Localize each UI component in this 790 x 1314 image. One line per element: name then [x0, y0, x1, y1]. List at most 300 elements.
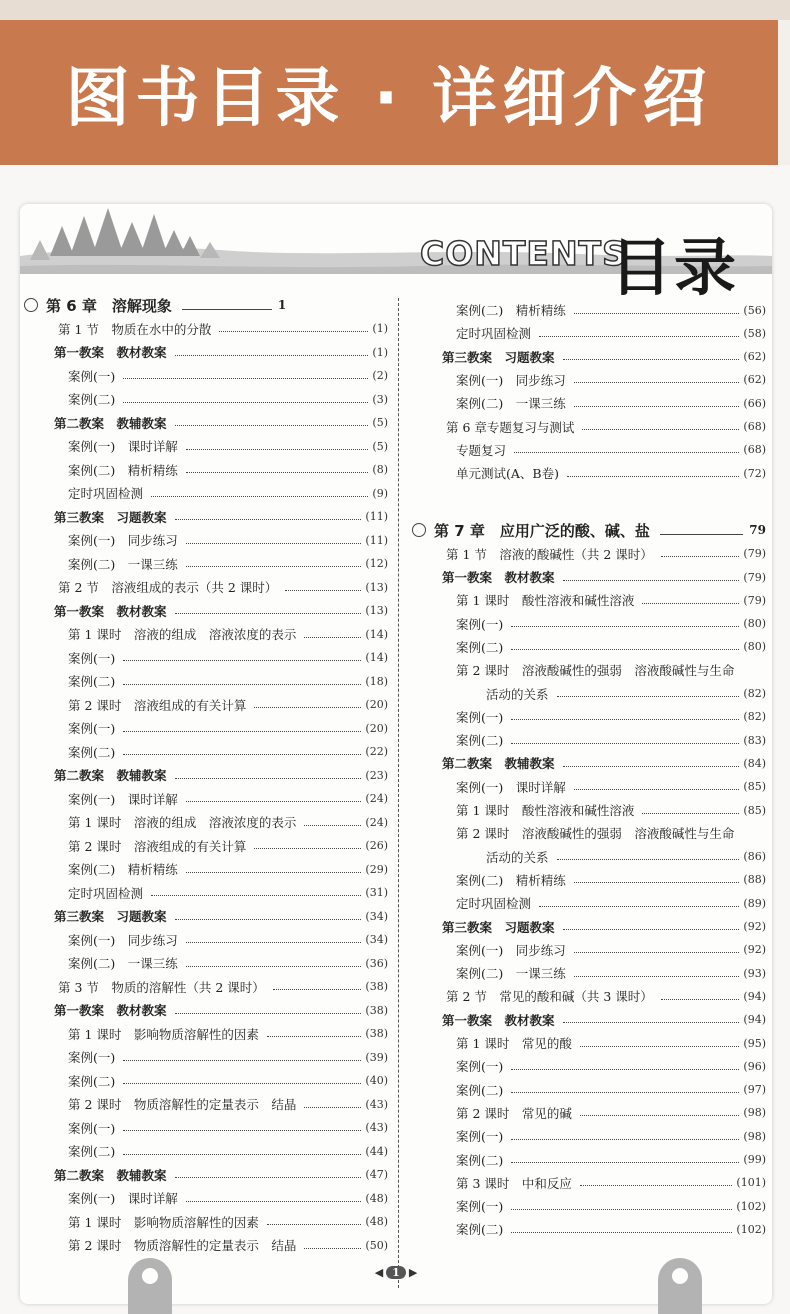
toc-entry	[412, 417, 766, 437]
toc-entry-label: 案例(二)	[68, 392, 116, 407]
toc-entry-label: 第 2 节 溶液组成的表示（共 2 课时）	[58, 580, 278, 595]
toc-entry-label: 案例(二)	[456, 733, 504, 749]
leader-line	[304, 1248, 361, 1249]
toc-entry-label: 单元测试(A、B卷)	[456, 466, 559, 482]
toc-entry-page: (14)	[365, 627, 388, 641]
leader-line	[580, 1185, 733, 1186]
toc-page	[20, 204, 772, 1304]
toc-entry-label: 案例(二)	[456, 1152, 504, 1168]
toc-entry	[412, 963, 766, 983]
leader-line	[186, 1201, 362, 1202]
toc-entry-page: (95)	[743, 1036, 766, 1050]
toc-entry	[24, 836, 388, 856]
toc-entry-label: 案例(一) 同步练习	[456, 372, 566, 388]
toc-entry-page: (84)	[743, 756, 766, 770]
leader-line	[175, 519, 362, 520]
toc-entry-page: (48)	[365, 1191, 388, 1205]
toc-entry-label: 第 1 课时 影响物质溶解性的因素	[68, 1026, 259, 1042]
leader-line	[186, 449, 369, 450]
toc-entry-page: (68)	[743, 420, 766, 433]
leader-line	[539, 336, 739, 337]
toc-entry	[24, 366, 388, 386]
leader-line	[642, 813, 739, 814]
toc-entry	[24, 695, 388, 715]
toc-entry-page: (12)	[365, 557, 388, 570]
leader-line	[580, 1115, 740, 1116]
toc-entry-page: (34)	[365, 933, 388, 946]
toc-entry-page: 1	[277, 298, 287, 312]
toc-entry	[24, 1235, 388, 1255]
contents-word: CONTENTS	[420, 234, 627, 273]
toc-entry-page: (92)	[743, 943, 766, 957]
toc-entry-label: 第二教案 教辅教案	[54, 768, 167, 783]
toc-entry-page: (82)	[743, 710, 766, 724]
toc-entry-page: (24)	[365, 792, 388, 805]
toc-entry-label: 案例(一)	[456, 1129, 504, 1145]
toc-entry-label: 第 1 课时 酸性溶液和碱性溶液	[456, 803, 635, 818]
toc-entry	[412, 917, 766, 937]
leader-line	[186, 966, 362, 967]
toc-entry-label: 第 1 课时 溶液的组成 溶液浓度的表示	[68, 627, 297, 642]
leader-line	[304, 1107, 361, 1108]
toc-entry	[24, 718, 388, 738]
toc-entry-page: (102)	[736, 1199, 766, 1213]
toc-entry-label: 第 6 章 溶解现象	[46, 296, 172, 315]
leader-line	[123, 1060, 361, 1061]
toc-entry-page: (44)	[365, 1144, 388, 1158]
toc-entry-page: (94)	[743, 1013, 766, 1027]
leader-line	[661, 556, 740, 557]
toc-entry	[412, 823, 766, 843]
toc-entry	[412, 1010, 766, 1030]
toc-entry-label: 案例(一)	[68, 1120, 116, 1136]
toc-entry-page: (36)	[365, 956, 388, 970]
toc-entry	[24, 1000, 388, 1020]
toc-entry-page: (68)	[743, 443, 766, 457]
toc-entry-label: 定时巩固检测	[68, 885, 144, 901]
leader-line	[574, 406, 740, 407]
toc-entry	[24, 1141, 388, 1161]
toc-entry-label: 第 7 章 应用广泛的酸、碱、盐	[434, 521, 650, 540]
toc-entry	[412, 544, 766, 564]
toc-entry-page: (85)	[743, 780, 766, 794]
toc-entry	[24, 1118, 388, 1138]
leader-line	[574, 313, 740, 314]
leader-line	[175, 613, 362, 614]
toc-entry-page: (62)	[743, 350, 766, 364]
toc-entry	[24, 1094, 388, 1114]
leader-line	[511, 1092, 739, 1093]
leader-line	[175, 1013, 362, 1014]
toc-entry-label: 第三教案 习题教案	[54, 509, 167, 525]
toc-entry-page: (66)	[743, 396, 766, 410]
leader-line	[511, 649, 739, 650]
toc-entry-page: (79)	[743, 593, 766, 607]
leader-line	[175, 425, 369, 426]
toc-entry-label: 第 2 课时 溶液组成的有关计算	[68, 838, 247, 854]
leader-line	[563, 580, 740, 581]
leader-line	[175, 778, 362, 779]
toc-entry	[24, 530, 388, 550]
toc-entry-label: 案例(二) 精析精练	[456, 872, 566, 888]
leader-line	[567, 476, 739, 477]
toc-entry-page: (99)	[743, 1153, 766, 1166]
toc-entry-page: (22)	[365, 745, 388, 758]
toc-entry-label: 案例(二) 精析精练	[68, 862, 178, 877]
toc-entry-page: (86)	[743, 850, 766, 864]
toc-entry-label: 第 3 课时 中和反应	[456, 1175, 572, 1191]
leader-line	[267, 1224, 362, 1225]
toc-entry	[24, 1047, 388, 1067]
toc-entry-label: 第二教案 教辅教案	[54, 1167, 167, 1183]
toc-entry	[24, 648, 388, 668]
chapter-heading	[24, 295, 388, 315]
toc-entry-label: 案例(一) 课时详解	[68, 439, 178, 454]
toc-entry	[412, 440, 766, 460]
toc-entry-label: 活动的关系	[486, 849, 549, 865]
toc-entry-page: 79	[749, 523, 766, 538]
toc-entry-label: 第 2 课时 物质溶解性的定量表示 结晶	[68, 1097, 297, 1112]
toc-entry-page: (11)	[365, 510, 388, 523]
toc-entry	[412, 614, 766, 634]
banner-title: 图书目录 · 详细介绍	[65, 61, 713, 136]
leader-line	[580, 1046, 740, 1047]
toc-entry-label: 第 1 课时 溶液的组成 溶液浓度的表示	[68, 815, 297, 830]
leader-line	[557, 859, 740, 860]
toc-entry-label: 第一教案 教材教案	[54, 603, 167, 619]
toc-entry-page: (72)	[743, 466, 766, 480]
toc-entry-label: 第 2 课时 溶液组成的有关计算	[68, 697, 247, 713]
toc-entry-page: (85)	[743, 803, 766, 817]
toc-entry	[24, 319, 388, 339]
toc-entry	[24, 883, 388, 903]
leader-line	[151, 496, 368, 497]
toc-entry-page: (79)	[743, 570, 766, 584]
banner	[0, 20, 778, 165]
toc-entry-page: (13)	[365, 580, 388, 594]
toc-entry	[24, 1188, 388, 1208]
leader-line	[123, 684, 361, 685]
page-number: ◀ 1 ▶	[374, 1265, 418, 1279]
leader-line	[574, 952, 740, 953]
leader-line	[574, 382, 740, 383]
toc-entry	[412, 660, 766, 680]
toc-entry-label: 第 2 节 常见的酸和碱（共 3 课时）	[446, 989, 653, 1005]
toc-entry-page: (34)	[365, 909, 388, 923]
leader-line	[511, 626, 739, 627]
toc-entry	[412, 707, 766, 727]
toc-entry	[412, 1080, 766, 1100]
toc-entry-page: (80)	[743, 617, 766, 631]
toc-entry-page: (83)	[743, 733, 766, 747]
toc-entry	[24, 1024, 388, 1044]
leader-line	[123, 731, 361, 732]
toc-entry-page: (88)	[743, 873, 766, 887]
leader-line	[151, 895, 361, 896]
toc-entry-label: 案例(一)	[456, 616, 504, 632]
toc-entry-label: 案例(一)	[456, 1199, 504, 1215]
toc-entry-page: (18)	[365, 674, 388, 688]
leader-line	[511, 1162, 739, 1163]
toc-entry-page: (43)	[365, 1097, 388, 1111]
leader-line	[304, 825, 361, 826]
toc-entry-label: 案例(二) 一课三练	[456, 966, 566, 982]
toc-entry-label: 第一教案 教材教案	[442, 570, 555, 585]
leader-line	[254, 848, 361, 849]
toc-entry-label: 案例(二)	[456, 1082, 504, 1098]
toc-entry	[412, 1033, 766, 1053]
toc-entry-label: 定时巩固检测	[68, 486, 144, 501]
toc-entry-page: (20)	[365, 698, 388, 711]
leader-line	[660, 534, 743, 535]
toc-entry-page: (93)	[743, 966, 766, 980]
toc-entry-page: (82)	[743, 687, 766, 700]
leader-line	[511, 743, 739, 744]
toc-entry-label: 活动的关系	[486, 686, 549, 702]
toc-entry-label: 案例(一)	[68, 1050, 116, 1065]
toc-entry	[24, 436, 388, 456]
toc-entry-label: 案例(二)	[68, 674, 116, 689]
leader-line	[123, 754, 361, 755]
toc-entry-page: (31)	[365, 886, 388, 899]
toc-entry-label: 案例(二)	[456, 1222, 504, 1238]
toc-entry-page: (3)	[372, 392, 388, 406]
toc-entry	[24, 671, 388, 691]
toc-entry-page: (102)	[736, 1222, 766, 1236]
leader-line	[539, 906, 739, 907]
toc-entry-page: (94)	[743, 989, 766, 1003]
leader-line	[557, 696, 740, 697]
toc-entry-label: 第 2 课时 物质溶解性的定量表示 结晶	[68, 1238, 297, 1253]
toc-entry-label: 第 1 课时 酸性溶液和碱性溶液	[456, 593, 635, 609]
toc-entry-page: (56)	[743, 303, 766, 317]
toc-entry-page: (20)	[365, 721, 388, 735]
toc-entry-page: (38)	[365, 1027, 388, 1040]
toc-entry-label: 定时巩固检测	[456, 896, 532, 912]
toc-entry	[412, 777, 766, 797]
toc-entry-label: 第二教案 教辅教案	[54, 415, 167, 431]
toc-entry-label: 案例(二) 一课三练	[68, 956, 178, 971]
toc-entry	[412, 323, 766, 343]
toc-entry-label: 案例(二) 一课三练	[68, 556, 178, 572]
toc-entry-page: (29)	[365, 862, 388, 876]
toc-entry-label: 案例(一) 课时详解	[68, 791, 178, 807]
leader-line	[186, 566, 362, 567]
toc-entry-page: (2)	[372, 369, 388, 382]
toc-entry-label: 定时巩固检测	[456, 326, 532, 342]
toc-entry-label: 案例(二)	[68, 1144, 116, 1159]
toc-entry	[24, 554, 388, 574]
toc-entry-label: 案例(二) 精析精练	[456, 303, 566, 318]
toc-entry-label: 第 2 课时 常见的碱	[456, 1105, 572, 1121]
leader-line	[511, 1209, 732, 1210]
chapter-circle-icon	[24, 298, 38, 312]
toc-entry	[24, 577, 388, 597]
toc-entry-page: (38)	[365, 980, 388, 993]
toc-entry	[412, 590, 766, 610]
leader-line	[273, 989, 362, 990]
toc-entry	[24, 977, 388, 997]
toc-entry-label: 案例(一)	[68, 721, 116, 736]
toc-entry-page: (9)	[372, 486, 388, 500]
toc-entry	[412, 1219, 766, 1239]
leader-line	[574, 976, 740, 977]
toc-entry	[412, 463, 766, 483]
toc-entry	[24, 413, 388, 433]
toc-entry-label: 案例(一) 课时详解	[456, 779, 566, 795]
leader-line	[563, 766, 740, 767]
leader-line	[186, 543, 362, 544]
toc-entry	[412, 637, 766, 657]
toc-entry-label: 案例(一) 同步练习	[456, 942, 566, 958]
toc-entry-label: 案例(一) 同步练习	[68, 932, 178, 948]
leader-line	[267, 1036, 362, 1037]
toc-entry-page: (92)	[743, 920, 766, 933]
toc-entry-label: 第一教案 教材教案	[442, 1012, 555, 1028]
toc-entry-label: 第 1 课时 常见的酸	[456, 1036, 572, 1051]
toc-entry	[24, 812, 388, 832]
toc-entry-page: (62)	[743, 373, 766, 387]
toc-entry-label: 案例(一)	[456, 709, 504, 725]
leader-line	[186, 942, 362, 943]
binder-clip-left	[128, 1258, 172, 1314]
toc-entry-page: (48)	[365, 1215, 388, 1228]
leader-line	[511, 1069, 739, 1070]
toc-entry-page: (80)	[743, 640, 766, 654]
toc-entry	[412, 893, 766, 913]
toc-entry	[412, 1173, 766, 1193]
toc-entry-label: 第三教案 习题教案	[54, 909, 167, 924]
toc-entry-label: 第 6 章专题复习与测试	[446, 419, 575, 435]
leader-line	[123, 1083, 361, 1084]
leader-line	[175, 919, 362, 920]
toc-entry-page: (98)	[743, 1106, 766, 1120]
toc-entry	[24, 507, 388, 527]
toc-entry-page: (13)	[365, 604, 388, 617]
leader-line	[123, 660, 361, 661]
toc-entry-label: 第 2 课时 溶液酸碱性的强弱 溶液酸碱性与生命	[456, 663, 735, 679]
leader-line	[563, 359, 740, 360]
leader-line	[123, 1130, 361, 1131]
toc-entry-label: 第二教案 教辅教案	[442, 756, 555, 772]
leader-line	[285, 590, 361, 591]
chapter-heading	[412, 520, 766, 540]
toc-entry	[24, 460, 388, 480]
toc-entry-label: 案例(二)	[456, 639, 504, 655]
toc-entry	[24, 930, 388, 950]
toc-entry-page: (39)	[365, 1050, 388, 1064]
toc-entry-page: (58)	[743, 326, 766, 340]
toc-entry-label: 案例(一)	[68, 368, 116, 384]
leader-line	[563, 1022, 740, 1023]
toc-entry-page: (40)	[365, 1074, 388, 1087]
toc-entry	[412, 847, 766, 867]
leader-line	[186, 801, 362, 802]
toc-entry	[412, 347, 766, 367]
toc-entry-page: (79)	[743, 547, 766, 561]
leader-line	[186, 472, 369, 473]
toc-entry	[412, 370, 766, 390]
toc-entry	[24, 624, 388, 644]
leader-line	[254, 707, 361, 708]
toc-entry	[24, 1212, 388, 1232]
toc-entry-label: 第一教案 教材教案	[54, 345, 167, 360]
leader-line	[123, 378, 368, 379]
toc-entry-page: (11)	[365, 533, 388, 547]
leader-line	[219, 331, 368, 332]
toc-entry	[412, 684, 766, 704]
toc-entry	[412, 567, 766, 587]
toc-entry-page: (14)	[365, 651, 388, 664]
toc-entry	[24, 789, 388, 809]
leader-line	[123, 1154, 361, 1155]
toc-entry	[412, 300, 766, 320]
leader-line	[574, 882, 740, 883]
leader-line	[511, 1232, 732, 1233]
column-divider	[398, 298, 399, 1288]
leader-line	[642, 603, 739, 604]
toc-entry	[412, 800, 766, 820]
leader-line	[574, 789, 740, 790]
toc-entry	[24, 742, 388, 762]
leader-line	[511, 1139, 739, 1140]
binder-clip-right	[658, 1258, 702, 1314]
toc-entry-page: (98)	[743, 1129, 766, 1143]
toc-entry	[412, 1103, 766, 1123]
leader-line	[514, 452, 739, 453]
toc-entry-label: 第一教案 教材教案	[54, 1003, 167, 1018]
toc-entry	[412, 940, 766, 960]
toc-entry	[24, 1071, 388, 1091]
leader-line	[186, 872, 362, 873]
toc-entry	[24, 1165, 388, 1185]
toc-entry	[412, 1150, 766, 1170]
toc-entry-label: 案例(一) 同步练习	[68, 533, 178, 548]
toc-entry	[412, 753, 766, 773]
leader-line	[582, 429, 739, 430]
toc-entry-page: (38)	[365, 1003, 388, 1017]
toc-entry-page: (5)	[372, 416, 388, 429]
top-strip	[0, 0, 790, 20]
toc-entry	[24, 906, 388, 926]
toc-entry-page: (8)	[372, 463, 388, 476]
toc-entry	[24, 953, 388, 973]
leader-line	[175, 355, 369, 356]
toc-title: 目录	[610, 231, 739, 304]
toc-entry	[24, 342, 388, 362]
toc-entry-label: 第 3 节 物质的溶解性（共 2 课时）	[58, 979, 265, 995]
toc-entry-label: 第三教案 习题教案	[442, 349, 555, 365]
toc-entry	[24, 601, 388, 621]
toc-entry-page: (47)	[365, 1168, 388, 1181]
toc-entry-label: 第三教案 习题教案	[442, 919, 555, 935]
leader-line	[175, 1177, 362, 1178]
toc-entry-label: 案例(二) 精析精练	[68, 462, 178, 478]
toc-entry-label: 案例(一) 课时详解	[68, 1191, 178, 1206]
toc-entry	[412, 870, 766, 890]
leader-line	[182, 309, 272, 310]
leader-line	[661, 999, 740, 1000]
toc-entry-page: (96)	[743, 1059, 766, 1073]
leader-line	[511, 719, 739, 720]
chapter-circle-icon	[412, 523, 426, 537]
toc-entry-label: 案例(二)	[68, 1073, 116, 1089]
toc-entry-page: (5)	[372, 439, 388, 453]
toc-entry	[24, 859, 388, 879]
toc-entry-label: 案例(一)	[456, 1059, 504, 1075]
toc-entry	[412, 1196, 766, 1216]
leader-line	[123, 402, 368, 403]
